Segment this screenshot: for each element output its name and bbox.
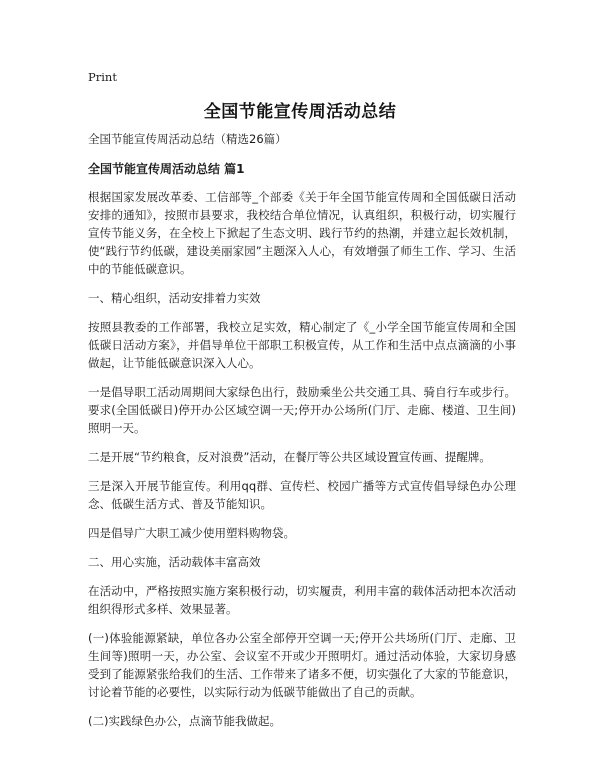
paragraph-plastic-bags: 四是倡导广大职工减少使用塑料购物袋。 [88,526,295,540]
document-subtitle: 全国节能宣传周活动总结（精选26篇） [88,132,287,146]
document-body [88,130,516,741]
page-title: 全国节能宣传周活动总结 [203,102,397,122]
paragraph-energy-experience: (一)体验能源紧缺，单位各办公室全部停开空调一天;停开公共场所(门厅、走廊、卫生间等)照明一天，办公室、会议室不开或少开照明灯。通过活动体验，大家切身感受到了能源紧张给我们的生活、工作带来了诸多不便，切实强化了大家的节能意识，讨论着节能的必要性，以实际行动为低碳节能做出了自己的贡献。 [88,631,516,699]
paragraph-save-food: 二是开展“节约粮食，反对浪费”活动，在餐厅等公共区域设置宣传画、提醒牌。 [88,450,491,464]
section-heading: 全国节能宣传周活动总结 篇1 [88,162,245,176]
subheading-organization: 一、精心组织，活动安排着力实效 [88,291,261,305]
subheading-implementation: 二、用心实施，活动载体丰富高效 [88,555,261,569]
paragraph-publicity: 三是深入开展节能宣传。利用qq群、宣传栏、校园广播等方式宣传倡导绿色办公理念、低碳生活方式、普及节能知识。 [88,479,516,511]
paragraph-green-office: (二)实践绿色办公，点滴节能我做起。 [88,714,281,728]
paragraph-intro: 根据国家发展改革委、工信部等_个部委《关于年全国节能宣传周和全国低碳日活动安排的通知》，按照市县要求，我校结合单位情况，认真组织，积极行动，切实履行宣传节能义务，在全校上下掀起了生态文明、践行节约的热潮，并建立起长效机制，使“践行节约低碳，建设美丽家园”主题深入人心，有效增强了师生工作、学习、生活中的节能低碳意识。 [88,190,516,276]
paragraph-green-travel: 一是倡导职工活动周期间大家绿色出行，鼓励乘坐公共交通工具、骑自行车或步行。要求(全国低碳日)停开办公区域空调一天;停开办公场所(门厅、走廊、楼道、卫生间)照明一天。 [88,385,516,435]
paragraph-activities: 在活动中，严格按照实施方案积极行动，切实履责，利用丰富的载体活动把本次活动组织得形式多样、效果显著。 [88,584,516,616]
print-link[interactable]: Print [88,70,117,84]
paragraph-plan: 按照县教委的工作部署，我校立足实效，精心制定了《_小学全国节能宣传周和全国低碳日活动方案》，并倡导单位干部职工积极宣传，从工作和生活中点点滴滴的小事做起，让节能低碳意识深入人心。 [88,320,516,370]
